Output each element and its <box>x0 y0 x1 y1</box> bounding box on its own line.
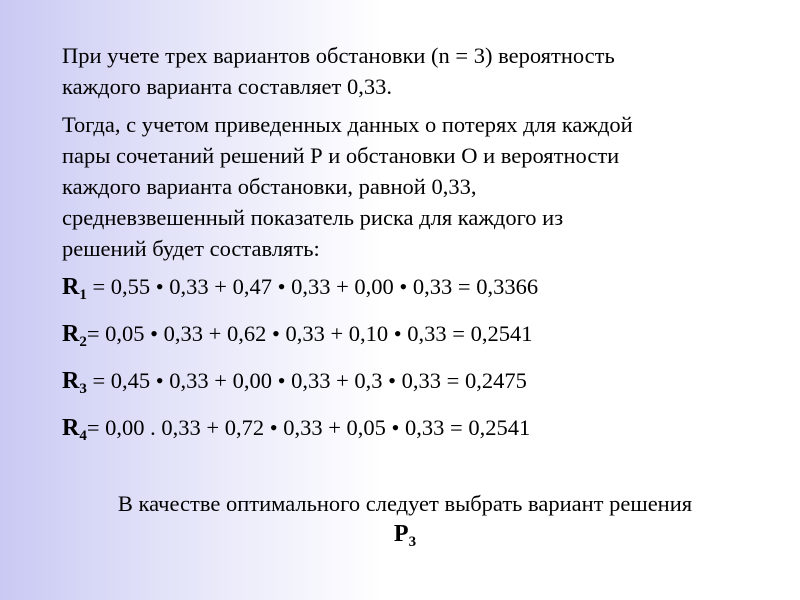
optimal-decision: $P_3$ <box>393 521 417 550</box>
text-line: решений будет составлять: <box>62 236 320 261</box>
text-line: пары сочетаний решений Р и обстановки О и вероятности <box>62 143 620 168</box>
formula-expression: = 0,00 . 0,33 + 0,72 • 0,33 + 0,05 • 0,33 = 0,2541 <box>86 415 531 440</box>
text-line: Тогда, с учетом приведенных данных о потерях для каждой <box>62 112 633 137</box>
conclusion <box>0 488 800 550</box>
risk-variable: $R_3$ <box>62 368 87 397</box>
intro-paragraph <box>62 40 762 102</box>
formula-r2 <box>62 318 762 350</box>
formula-expression: = 0,05 • 0,33 + 0,62 • 0,33 + 0,10 • 0,33 = 0,2541 <box>86 321 533 346</box>
explanation-paragraph <box>62 109 762 264</box>
formula-r3 <box>62 365 762 397</box>
slide-content <box>62 40 762 459</box>
risk-variable: $R_4$ <box>62 415 87 444</box>
text-line: каждого варианта обстановки, равной 0,33, <box>62 174 477 199</box>
text-line: средневзвешенный показатель риска для каждого из <box>62 205 564 230</box>
conclusion-text: В качестве оптимального следует выбрать вариант решения <box>117 491 693 516</box>
risk-variable: $R_2$ <box>62 321 87 350</box>
formula-expression: = 0,55 • 0,33 + 0,47 • 0,33 + 0,00 • 0,33 = 0,3366 <box>86 274 539 299</box>
formula-r1 <box>62 271 762 303</box>
formula-expression: = 0,45 • 0,33 + 0,00 • 0,33 + 0,3 • 0,33 = 0,2475 <box>86 368 527 393</box>
risk-variable: $R_1$ <box>62 274 87 303</box>
text-line: При учете трех вариантов обстановки (n = 3) вероятность <box>62 43 615 68</box>
text-line: каждого варианта составляет 0,33. <box>62 74 392 99</box>
formula-r4 <box>62 412 762 444</box>
